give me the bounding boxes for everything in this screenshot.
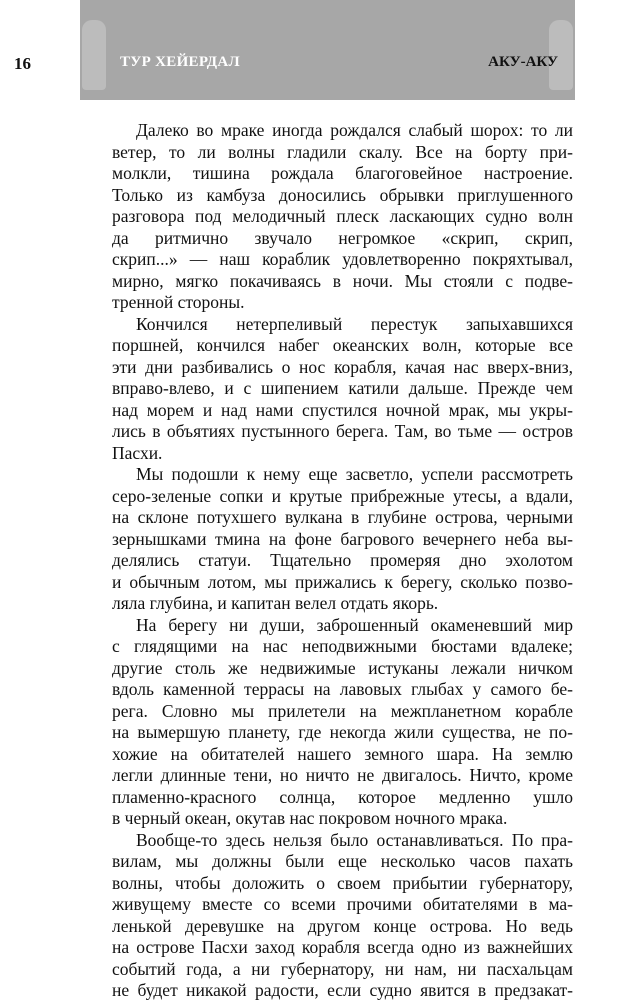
paragraph-line: хожие на обитателей нашего земного шара. На землю bbox=[112, 743, 573, 764]
paragraph-first-line: Мы подошли к нему еще засветло, успели рассмотреть bbox=[136, 464, 573, 484]
paragraph-line: вправо-влево, и с шипением катили дальше. Прежде чем bbox=[112, 378, 573, 398]
paragraph-line: ленькой деревушке на другом конце острова. Но ведь bbox=[112, 915, 573, 936]
paragraph-line: Пасхи. bbox=[112, 442, 163, 463]
paragraph-line: разговора под мелодичный плеск ласкающих судно волн bbox=[112, 206, 573, 226]
paragraph-line: с глядящими на нас неподвижными бюстами вдалеке; bbox=[112, 636, 573, 656]
paragraph-line: на склоне потухшего вулкана в глубине острова, черными bbox=[112, 507, 573, 527]
paragraph-line: мирно, мягко покачиваясь в ночи. Мы стояли с подве- bbox=[112, 270, 573, 291]
paragraph-line: вдоль каменной террасы на лавовых глыбах у самого бе- bbox=[112, 679, 573, 699]
paragraph-line: лись в объятиях пустынного берега. Там, во тьме — остров bbox=[112, 421, 573, 441]
paragraph-line: серо-зеленые сопки и крутые прибрежные утесы, а вдали, bbox=[112, 485, 573, 506]
paragraph-line: зернышками тмина на фоне багрового вечернего неба вы- bbox=[112, 528, 573, 549]
paragraph-line: на вымершую планету, где некогда жили существа, не по- bbox=[112, 722, 573, 742]
paragraph-first-line: Далеко во мраке иногда рождался слабый шорох: то ли bbox=[136, 120, 573, 140]
paragraph-line: волны, чтобы доложить о своем прибытии губернатору, bbox=[112, 872, 573, 893]
paragraph-line: легли длинные тени, но ничто не двигалось. Ничто, кроме bbox=[112, 765, 573, 785]
body-text bbox=[112, 120, 573, 1002]
paragraph-line: Только из камбуза доносились обрывки приглушенного bbox=[112, 184, 573, 205]
paragraph-line: событий года, а ни губернатору, ни нам, ни пасхальцам bbox=[112, 958, 573, 979]
paragraph-first-line: Вообще-то здесь нельзя было останавливаться. По пра- bbox=[136, 829, 573, 850]
running-header-book-title: АКУ-АКУ bbox=[488, 54, 558, 70]
paragraph-line: скрип...» — наш кораблик удовлетворенно покряхтывал, bbox=[112, 249, 573, 269]
paragraph-line: над морем и над нами спустился ночной мрак, мы укры- bbox=[112, 399, 573, 420]
paragraph-line: тренной стороны. bbox=[112, 292, 245, 312]
running-header-author: ТУР ХЕЙЕРДАЛ bbox=[120, 54, 240, 70]
running-header-band bbox=[80, 0, 575, 100]
paragraph-line: рега. Словно мы прилетели на межпланетном корабле bbox=[112, 700, 573, 721]
paragraph-line: ветер, то ли волны гладили скалу. Все на борту при- bbox=[112, 141, 573, 162]
moai-decoration-left bbox=[82, 20, 106, 90]
paragraph-line: живущему вместе со всеми прочими обитателями в ма- bbox=[112, 894, 573, 914]
paragraph-line: вилам, мы должны были еще несколько часов пахать bbox=[112, 851, 573, 871]
paragraph-first-line: На берегу ни души, заброшенный окаменевший мир bbox=[136, 614, 573, 635]
paragraph-line: на острове Пасхи заход корабля всегда одно из важнейших bbox=[112, 937, 573, 957]
paragraph-line: в черный океан, окутав нас покровом ночного мрака. bbox=[112, 808, 508, 828]
paragraph-line: ляла глубина, и капитан велел отдать якорь. bbox=[112, 593, 439, 613]
paragraph-line: не будет никакой радости, если судно явится в предзакат- bbox=[112, 980, 573, 1000]
paragraph-line: другие столь же недвижимые истуканы лежали ничком bbox=[112, 657, 573, 678]
paragraph-line: пламенно-красного солнца, которое медленно ушло bbox=[112, 786, 573, 807]
paragraph-line: делялись статуи. Тщательно промеряя дно эхолотом bbox=[112, 550, 573, 570]
paragraph-line: молкли, тишина рождала благоговейное настроение. bbox=[112, 163, 573, 183]
paragraph-line: и обычным лотом, мы прижались к берегу, сколько позво- bbox=[112, 571, 573, 592]
paragraph-line: эти дни разбивались о нос корабля, качая нас вверх-вниз, bbox=[112, 356, 573, 377]
paragraph-line: да ритмично звучало негромкое «скрип, скрип, bbox=[112, 227, 573, 248]
page-number: 16 bbox=[14, 54, 31, 73]
paragraph-line: поршней, кончился набег океанских волн, которые все bbox=[112, 335, 573, 355]
paragraph-first-line: Кончился нетерпеливый перестук запыхавшихся bbox=[136, 313, 573, 334]
